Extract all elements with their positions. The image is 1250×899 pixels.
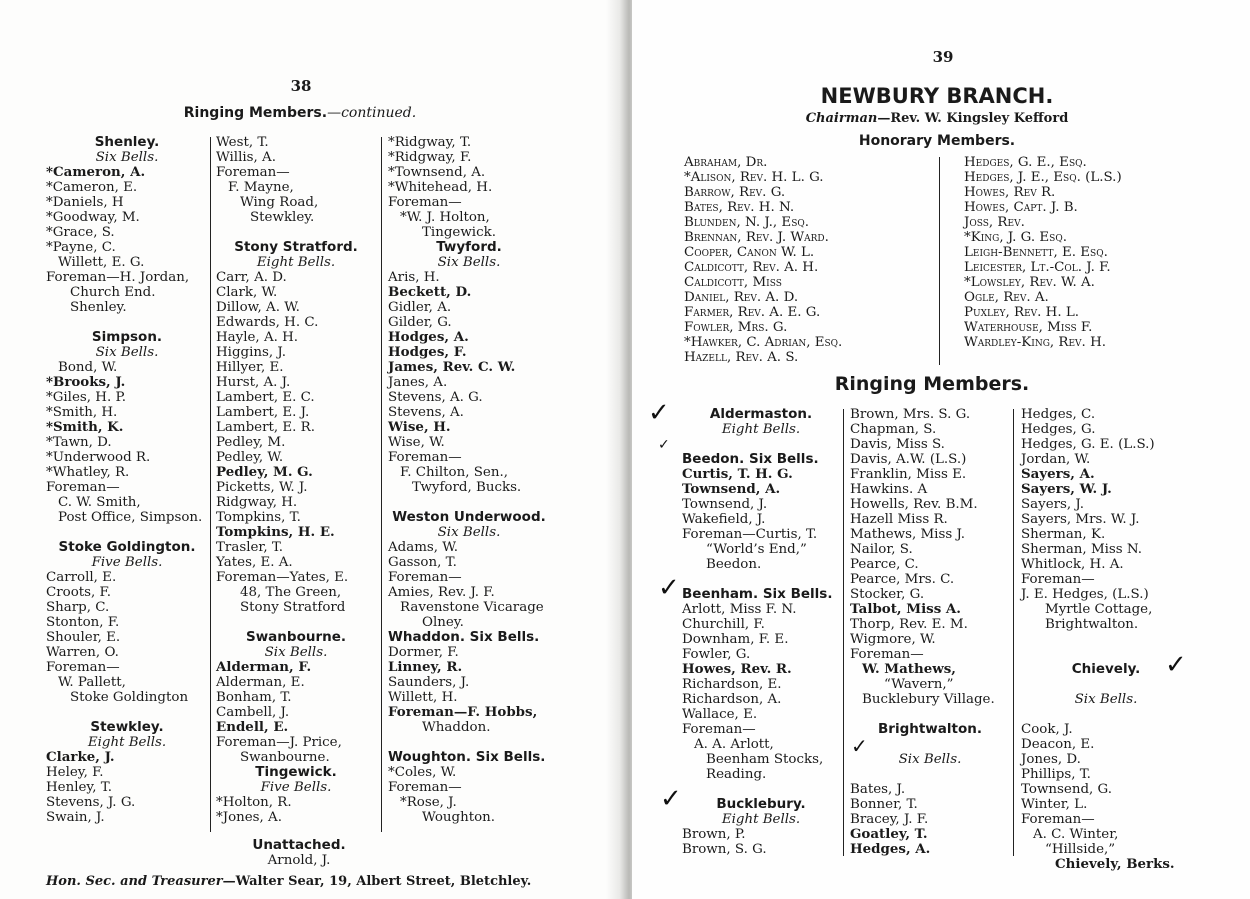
- section-heading: Beedon. Six Bells.: [682, 451, 819, 467]
- list-item: Townsend, G.: [1021, 782, 1113, 797]
- list-item: Dormer, F.: [388, 645, 459, 660]
- chairman-name: —Rev. W. Kingsley Kefford: [877, 111, 1069, 126]
- spacer: [1021, 707, 1191, 722]
- section-heading: Aldermaston.: [709, 406, 813, 422]
- list-item: Woughton.: [422, 810, 496, 825]
- list-item: *Ridgway, T.: [388, 135, 472, 150]
- list-item: Aris, H.: [388, 270, 440, 285]
- list-item: Hazell Miss R.: [850, 512, 948, 527]
- section-heading: Shenley.: [94, 134, 160, 150]
- spacer: [850, 767, 1010, 782]
- list-item: Higgins, J.: [216, 345, 286, 360]
- honorary-member: Joss, Rev.: [964, 215, 1025, 230]
- bells-note: Six Bells.: [95, 345, 159, 360]
- honorary-member: *King, J. G. Esq.: [964, 230, 1067, 245]
- list-item: Sayers, Mrs. W. J.: [1021, 512, 1140, 527]
- list-item: Sayers, J.: [1021, 497, 1085, 512]
- list-item: Reading.: [706, 767, 767, 782]
- footer-label: Hon. Sec. and Treasurer: [46, 874, 223, 889]
- list-item: Lambert, E. R.: [216, 420, 315, 435]
- list-item: Foreman—: [388, 780, 462, 795]
- list-item: Richardson, E.: [682, 677, 782, 692]
- spacer: [1021, 632, 1191, 647]
- spacer: [388, 735, 550, 750]
- honorary-member: Farmer, Rev. A. E. G.: [684, 305, 821, 320]
- list-item: Foreman—H. Jordan,: [46, 270, 190, 285]
- list-item: Gilder, G.: [388, 315, 452, 330]
- list-item: Fowler, G.: [682, 647, 751, 662]
- list-item: Chapman, S.: [850, 422, 937, 437]
- list-item: Picketts, W. J.: [216, 480, 308, 495]
- list-item: Nailor, S.: [850, 542, 913, 557]
- honorary-member: Caldicott, Miss: [684, 275, 782, 290]
- bells-note: Six Bells.: [1074, 692, 1138, 707]
- list-item: Hayle, A. H.: [216, 330, 299, 345]
- list-item: Jones, D.: [1021, 752, 1081, 767]
- column-left-1: [46, 135, 208, 825]
- list-item: Yates, E. A.: [216, 555, 293, 570]
- list-item: Pearce, Mrs. C.: [850, 572, 955, 587]
- footer: [46, 874, 531, 889]
- list-item: *Ridgway, F.: [388, 150, 472, 165]
- honorary-member: Howes, Capt. J. B.: [964, 200, 1078, 215]
- list-item: Foreman—: [850, 647, 924, 662]
- list-item: Hedges, C.: [1021, 407, 1096, 422]
- list-item: Townsend, J.: [682, 497, 768, 512]
- list-item: 48, The Green,: [240, 585, 342, 600]
- list-item: Stonton, F.: [46, 615, 120, 630]
- list-item: Gasson, T.: [388, 555, 457, 570]
- column-left-2: [216, 135, 376, 825]
- list-item: *Cameron, E.: [46, 180, 138, 195]
- list-item: Foreman—: [1021, 812, 1095, 827]
- list-item: *Coles, W.: [388, 765, 457, 780]
- list-item: Myrtle Cottage,: [1045, 602, 1153, 617]
- honorary-member: Waterhouse, Miss F.: [964, 320, 1093, 335]
- check-mark-icon: ✓: [658, 573, 680, 603]
- list-item: Brown, P.: [682, 827, 746, 842]
- spacer: [850, 737, 1010, 752]
- column-right-1: [682, 407, 840, 857]
- bells-note: Six Bells.: [437, 255, 501, 270]
- spacer: [682, 572, 840, 587]
- check-mark-icon: ✓: [658, 437, 670, 453]
- list-item: Foreman—: [388, 195, 462, 210]
- list-item: Wigmore, W.: [850, 632, 936, 647]
- spacer: [46, 525, 208, 540]
- heading-title: Ringing Members.: [183, 105, 328, 121]
- honorary-member: Hazell, Rev. A. S.: [684, 350, 799, 365]
- list-item: Stevens, J. G.: [46, 795, 136, 810]
- list-item: *Smith, K.: [46, 419, 124, 435]
- bells-note: Five Bells.: [91, 555, 163, 570]
- list-item: Wallace, E.: [682, 707, 758, 722]
- list-item: *Payne, C.: [46, 240, 116, 255]
- section-heading: Woughton. Six Bells.: [388, 749, 546, 765]
- honorary-member: Puxley, Rev. H. L.: [964, 305, 1080, 320]
- list-item: Bonner, T.: [850, 797, 918, 812]
- unattached-section: [216, 838, 382, 868]
- spacer: [850, 707, 1010, 722]
- list-item: *Grace, S.: [46, 225, 115, 240]
- list-item: Curtis, T. H. G.: [682, 466, 793, 482]
- list-item: Bonham, T.: [216, 690, 292, 705]
- right-page: [632, 0, 1250, 899]
- spacer: [216, 225, 376, 240]
- list-item: Foreman—: [46, 480, 120, 495]
- list-item: *Townsend, A.: [388, 165, 486, 180]
- list-item: Foreman—Yates, E.: [216, 570, 349, 585]
- honorary-member: Fowler, Mrs. G.: [684, 320, 788, 335]
- list-item: Foreman—: [682, 722, 756, 737]
- list-item: Beedon.: [706, 557, 762, 572]
- honorary-column-2: [964, 155, 1224, 350]
- list-item: Clark, W.: [216, 285, 278, 300]
- list-item: Davis, Miss S.: [850, 437, 945, 452]
- list-item: Carr, A. D.: [216, 270, 287, 285]
- list-item: *Goodway, M.: [46, 210, 140, 225]
- list-item: Saunders, J.: [388, 675, 470, 690]
- list-item: Linney, R.: [388, 659, 463, 675]
- list-item: Sayers, A.: [1021, 466, 1095, 482]
- bells-note: Six Bells.: [898, 752, 962, 767]
- list-item: *Cameron, A.: [46, 164, 146, 180]
- honorary-member: Ogle, Rev. A.: [964, 290, 1049, 305]
- list-item: F. Mayne,: [228, 180, 294, 195]
- bells-note: Eight Bells.: [721, 812, 801, 827]
- list-item: Bucklebury Village.: [862, 692, 995, 707]
- list-item: Wing Road,: [240, 195, 319, 210]
- list-item: Shenley.: [70, 300, 127, 315]
- honorary-member: Howes, Rev R.: [964, 185, 1056, 200]
- honorary-member: Daniel, Rev. A. D.: [684, 290, 799, 305]
- list-item: Hawkins. A: [850, 482, 928, 497]
- list-item: Downham, F. E.: [682, 632, 789, 647]
- section-heading: Bucklebury.: [716, 796, 806, 812]
- list-item: Warren, O.: [46, 645, 119, 660]
- list-item: Alderman, E.: [216, 675, 305, 690]
- honorary-member: *Alison, Rev. H. L. G.: [684, 170, 824, 185]
- list-item: Carroll, E.: [46, 570, 117, 585]
- honorary-column-1: [684, 155, 934, 365]
- list-item: Foreman—: [388, 450, 462, 465]
- list-item: Tingewick.: [422, 225, 496, 240]
- section-heading: Chievely.: [1071, 661, 1141, 677]
- list-item: *Daniels, H: [46, 195, 124, 210]
- section-heading: Stoke Goldington.: [58, 539, 196, 555]
- list-item: Swain, J.: [46, 810, 105, 825]
- list-item: Foreman—J. Price,: [216, 735, 342, 750]
- list-item: Bates, J.: [850, 782, 906, 797]
- list-item: Goatley, T.: [850, 826, 928, 842]
- section-heading: Simpson.: [91, 329, 163, 345]
- bells-note: Eight Bells.: [721, 422, 801, 437]
- list-item: Wakefield, J.: [682, 512, 766, 527]
- list-item: Deacon, E.: [1021, 737, 1095, 752]
- list-item: *Jones, A.: [216, 810, 282, 825]
- list-item: Pedley, M.: [216, 435, 286, 450]
- honorary-member: Blunden, N. J., Esq.: [684, 215, 810, 230]
- list-item: Cook, J.: [1021, 722, 1073, 737]
- unattached-heading: Unattached.: [252, 837, 346, 853]
- section-heading: Swanbourne.: [245, 629, 347, 645]
- list-item: Sharp, C.: [46, 600, 110, 615]
- spacer: [682, 782, 840, 797]
- list-item: Hedges, G.: [1021, 422, 1096, 437]
- list-item: Brown, S. G.: [682, 842, 767, 857]
- bells-note: Six Bells.: [95, 150, 159, 165]
- list-item: *Giles, H. P.: [46, 390, 127, 405]
- spacer: [682, 437, 840, 452]
- list-item: Henley, T.: [46, 780, 112, 795]
- list-item: Ravenstone Vicarage: [400, 600, 544, 615]
- honorary-member: Brennan, Rev. J. Ward.: [684, 230, 829, 245]
- list-item: *Tawn, D.: [46, 435, 112, 450]
- list-item: Willett, H.: [388, 690, 458, 705]
- list-item: Pedley, M. G.: [216, 464, 313, 480]
- heading-continued: —continued.: [327, 105, 417, 121]
- honorary-member: Bates, Rev. H. N.: [684, 200, 795, 215]
- footer-text: —Walter Sear, 19, Albert Street, Bletchley.: [222, 874, 532, 889]
- bells-note: Five Bells.: [260, 780, 332, 795]
- list-item: Wise, W.: [388, 435, 445, 450]
- branch-title: NEWBURY BRANCH.: [820, 84, 1054, 108]
- list-item: Beckett, D.: [388, 284, 472, 300]
- column-divider: [939, 157, 940, 365]
- list-item: F. Chilton, Sen.,: [400, 465, 508, 480]
- section-heading: Brightwalton.: [878, 721, 982, 737]
- list-item: Churchill, F.: [682, 617, 765, 632]
- list-item: Trasler, T.: [216, 540, 284, 555]
- list-item: “World’s End,”: [706, 542, 807, 557]
- list-item: Jordan, W.: [1021, 452, 1091, 467]
- list-item: Gidler, A.: [388, 300, 452, 315]
- section-heading: Twyford.: [436, 239, 502, 255]
- list-item: Foreman—: [1021, 572, 1095, 587]
- list-item: Davis, A.W. (L.S.): [850, 452, 967, 467]
- list-item: A. A. Arlott,: [694, 737, 774, 752]
- list-item: Stewkley.: [250, 210, 315, 225]
- list-item: Hurst, A. J.: [216, 375, 291, 390]
- list-item: Arlott, Miss F. N.: [682, 602, 797, 617]
- list-item: Brown, Mrs. S. G.: [850, 407, 971, 422]
- list-item: Chievely, Berks.: [1055, 856, 1175, 872]
- section-heading: Beenham. Six Bells.: [682, 586, 833, 602]
- bells-note: Eight Bells.: [256, 255, 336, 270]
- list-item: “Hillside,”: [1045, 842, 1116, 857]
- list-item: Hedges, G. E. (L.S.): [1021, 437, 1155, 452]
- list-item: Hodges, A.: [388, 329, 469, 345]
- list-item: Foreman—: [388, 570, 462, 585]
- list-item: Stocker, G.: [850, 587, 925, 602]
- list-item: Bond, W.: [58, 360, 118, 375]
- honorary-member: Barrow, Rev. G.: [684, 185, 786, 200]
- column-divider: [1013, 409, 1014, 856]
- list-item: *Whitehead, H.: [388, 180, 493, 195]
- list-item: Amies, Rev. J. F.: [388, 585, 495, 600]
- list-item: Hillyer, E.: [216, 360, 284, 375]
- honorary-member: *Hawker, C. Adrian, Esq.: [684, 335, 843, 350]
- honorary-member: Cooper, Canon W. L.: [684, 245, 815, 260]
- list-item: W. Pallett,: [58, 675, 126, 690]
- list-item: *Holton, R.: [216, 795, 292, 810]
- page-number: 39: [932, 48, 954, 66]
- list-item: Pedley, W.: [216, 450, 284, 465]
- list-item: Janes, A.: [388, 375, 448, 390]
- list-item: *Underwood R.: [46, 450, 151, 465]
- list-item: Foreman—: [46, 660, 120, 675]
- honorary-heading: Honorary Members.: [858, 133, 1016, 149]
- chairman-label: Chairman: [805, 111, 878, 126]
- list-item: Mathews, Miss J.: [850, 527, 966, 542]
- list-item: Olney.: [422, 615, 464, 630]
- list-item: Pearce, C.: [850, 557, 919, 572]
- list-item: *Brooks, J.: [46, 374, 126, 390]
- list-item: Stevens, A.: [388, 405, 464, 420]
- section-heading: Stewkley.: [90, 719, 164, 735]
- list-item: “Wavern,”: [884, 677, 954, 692]
- list-item: Winter, L.: [1021, 797, 1088, 812]
- unattached-name: Arnold, J.: [267, 853, 331, 868]
- list-item: Tompkins, H. E.: [216, 524, 335, 540]
- list-item: Lambert, E. J.: [216, 405, 310, 420]
- check-mark-icon: ✓: [851, 734, 868, 758]
- page-number: 38: [290, 77, 312, 95]
- honorary-member: Leigh-Bennett, E. Esq.: [964, 245, 1108, 260]
- list-item: Wise, H.: [388, 419, 451, 435]
- honorary-member: *Lowsley, Rev. W. A.: [964, 275, 1095, 290]
- honorary-member: Caldicott, Rev. A. H.: [684, 260, 819, 275]
- chairman-line: [632, 111, 1242, 126]
- list-item: Alderman, F.: [216, 659, 312, 675]
- section-heading: Weston Underwood.: [392, 509, 546, 525]
- list-item: Croots, F.: [46, 585, 111, 600]
- list-item: Dillow, A. W.: [216, 300, 300, 315]
- honorary-member: Wardley-King, Rev. H.: [964, 335, 1107, 350]
- list-item: Foreman—: [216, 165, 290, 180]
- list-item: Adams, W.: [388, 540, 458, 555]
- list-item: *Rose, J.: [400, 795, 457, 810]
- list-item: Foreman—F. Hobbs,: [388, 704, 538, 720]
- list-item: Phillips, T.: [1021, 767, 1091, 782]
- list-item: Whaddon.: [422, 720, 491, 735]
- column-left-3: [388, 135, 550, 825]
- bells-note: Eight Bells.: [87, 735, 167, 750]
- list-item: Foreman—Curtis, T.: [682, 527, 818, 542]
- list-item: A. C. Winter,: [1033, 827, 1119, 842]
- list-item: Howells, Rev. B.M.: [850, 497, 978, 512]
- column-divider: [381, 137, 382, 832]
- list-item: Edwards, H. C.: [216, 315, 319, 330]
- honorary-member: Abraham, Dr.: [684, 155, 768, 170]
- spacer: [46, 705, 208, 720]
- column-right-3: [1021, 407, 1191, 872]
- list-item: Beenham Stocks,: [706, 752, 824, 767]
- list-item: Church End.: [70, 285, 156, 300]
- section-heading: Whaddon. Six Bells.: [388, 629, 540, 645]
- list-item: Willis, A.: [216, 150, 276, 165]
- list-item: Richardson, A.: [682, 692, 782, 707]
- list-item: *W. J. Holton,: [400, 210, 490, 225]
- column-divider: [843, 409, 844, 856]
- list-item: Sayers, W. J.: [1021, 481, 1112, 497]
- spacer: [46, 315, 208, 330]
- check-mark-icon: ✓: [648, 398, 670, 428]
- bells-note: Six Bells.: [264, 645, 328, 660]
- list-item: Ridgway, H.: [216, 495, 298, 510]
- list-item: Twyford, Bucks.: [412, 480, 522, 495]
- list-item: Clarke, J.: [46, 749, 115, 765]
- list-item: Whitlock, H. A.: [1021, 557, 1124, 572]
- list-item: Tompkins, T.: [216, 510, 301, 525]
- list-item: Swanbourne.: [240, 750, 330, 765]
- spacer: [388, 495, 550, 510]
- column-right-2: [850, 407, 1010, 857]
- list-item: Sherman, Miss N.: [1021, 542, 1143, 557]
- spacer: [216, 615, 376, 630]
- list-item: Stoke Goldington: [70, 690, 189, 705]
- section-heading: Stony Stratford.: [234, 239, 358, 255]
- honorary-member: Hedges, J. E., Esq. (L.S.): [964, 170, 1122, 185]
- list-item: Stony Stratford: [240, 600, 346, 615]
- list-item: Talbot, Miss A.: [850, 601, 961, 617]
- list-item: Heley, F.: [46, 765, 104, 780]
- list-item: Willett, E. G.: [58, 255, 145, 270]
- list-item: C. W. Smith,: [58, 495, 141, 510]
- list-item: James, Rev. C. W.: [388, 359, 516, 375]
- list-item: Brightwalton.: [1045, 617, 1139, 632]
- check-mark-icon: ✓: [1165, 650, 1187, 680]
- list-item: W. Mathews,: [862, 661, 956, 677]
- list-item: Lambert, E. C.: [216, 390, 315, 405]
- list-item: Thorp, Rev. E. M.: [850, 617, 968, 632]
- list-item: *Smith, H.: [46, 405, 118, 420]
- list-item: Franklin, Miss E.: [850, 467, 967, 482]
- list-item: J. E. Hedges, (L.S.): [1021, 587, 1149, 602]
- list-item: Howes, Rev. R.: [682, 661, 792, 677]
- list-item: Post Office, Simpson.: [58, 510, 203, 525]
- list-item: Stevens, A. G.: [388, 390, 483, 405]
- list-item: Endell, E.: [216, 719, 289, 735]
- list-item: Cambell, J.: [216, 705, 290, 720]
- list-item: Bracey, J. F.: [850, 812, 929, 827]
- section-heading: Tingewick.: [255, 764, 337, 780]
- list-item: *Whatley, R.: [46, 465, 130, 480]
- list-item: Townsend, A.: [682, 481, 781, 497]
- check-mark-icon: ✓: [660, 784, 682, 814]
- list-item: Shouler, E.: [46, 630, 121, 645]
- list-item: Hodges, F.: [388, 344, 467, 360]
- ringing-heading: Ringing Members.: [834, 373, 1030, 395]
- bells-note: Six Bells.: [437, 525, 501, 540]
- page-heading: [0, 105, 600, 121]
- honorary-member: Hedges, G. E., Esq.: [964, 155, 1087, 170]
- left-page: [0, 0, 622, 899]
- column-divider: [210, 137, 211, 832]
- list-item: Hedges, A.: [850, 841, 931, 857]
- honorary-member: Leicester, Lt.-Col. J. F.: [964, 260, 1111, 275]
- list-item: Sherman, K.: [1021, 527, 1106, 542]
- list-item: West, T.: [216, 135, 269, 150]
